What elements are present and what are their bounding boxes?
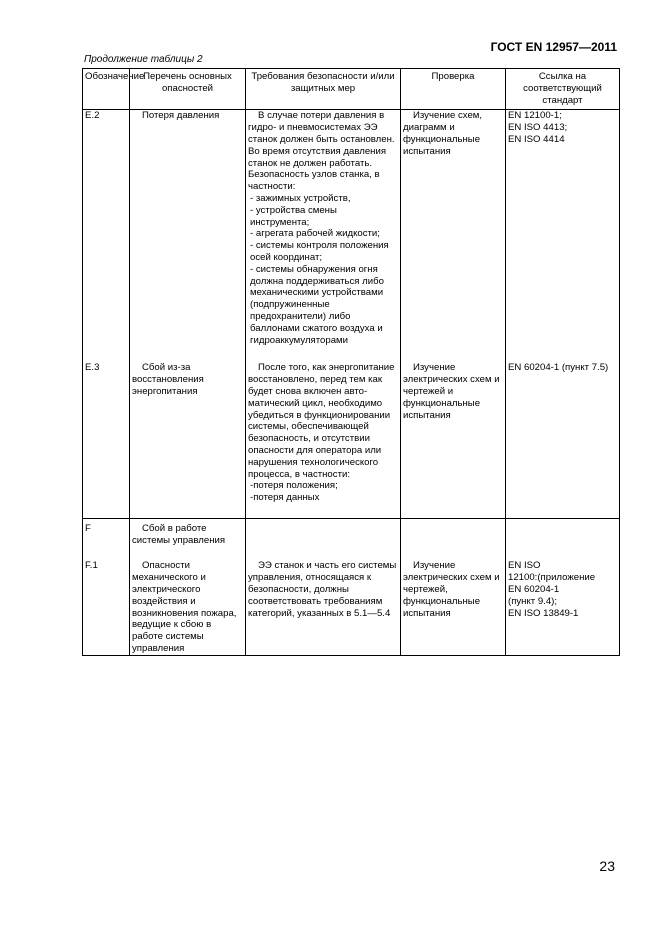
row-references bbox=[506, 110, 620, 346]
row-references bbox=[506, 346, 620, 518]
empty-cell bbox=[246, 518, 401, 560]
verification-text: Изучение электрических схем и чертежей, функциональные испытания bbox=[403, 560, 500, 619]
row-references bbox=[506, 560, 620, 655]
reference-item: 12100:(приложение bbox=[508, 572, 596, 584]
column-header-code: Обозначение bbox=[83, 69, 130, 110]
column-header-verification: Проверка bbox=[401, 69, 506, 110]
column-header-references: Ссылка на соответствующий стандарт bbox=[506, 69, 620, 110]
row-requirement bbox=[246, 560, 401, 655]
row-verification bbox=[401, 110, 506, 346]
row-requirement bbox=[246, 346, 401, 518]
table-row bbox=[83, 346, 620, 518]
row-hazard: Сбой из-за восстановления энергопитания bbox=[130, 346, 246, 518]
requirement-item: - зажимных устройств, bbox=[250, 192, 351, 204]
safety-requirements-table bbox=[82, 68, 620, 656]
row-hazard: Потеря давления bbox=[130, 110, 246, 346]
table-caption: Продолжение таблицы 2 bbox=[84, 54, 203, 65]
requirement-item: -потеря положения; bbox=[250, 480, 338, 492]
row-code: F bbox=[83, 518, 130, 560]
column-header-requirements: Требования безопасности и/или защитных мер bbox=[246, 69, 401, 110]
table-group-row bbox=[83, 518, 620, 560]
row-hazard: Сбой в работе системы управления bbox=[130, 518, 246, 560]
table-header-row bbox=[83, 69, 620, 110]
requirement-item: - системы обнаружения огня должна поддерживаться либо механическими устройствами (подпружиненные предохранители) либо баллонами сжатого воздуха и гидроаккумуляторами bbox=[250, 263, 384, 346]
row-code: F.1 bbox=[83, 560, 130, 655]
requirement-item: - агрегата рабочей жидкости; bbox=[250, 228, 380, 240]
reference-item: EN ISO 13849-1 bbox=[508, 607, 579, 619]
empty-cell bbox=[506, 518, 620, 560]
reference-item: EN ISO bbox=[508, 560, 541, 572]
requirement-list bbox=[248, 193, 398, 346]
requirement-list bbox=[248, 480, 398, 504]
requirement-intro: ЭЭ станок и часть его системы управления, относящаяся к безопасности, должны соответствовать требованиям категорий, указанных в 5.1—5.4 bbox=[248, 560, 397, 619]
document-code: ГОСТ EN 12957—2011 bbox=[490, 40, 617, 54]
reference-item: EN ISO 4414 bbox=[508, 133, 565, 145]
requirement-item: - системы контроля положения осей координат; bbox=[250, 240, 389, 263]
row-code: E.3 bbox=[83, 346, 130, 518]
table-row bbox=[83, 560, 620, 655]
row-verification bbox=[401, 346, 506, 518]
requirement-intro: В случае потери давления в гидро- и пневмосистемах ЭЭ станок должен быть остановлен. Во время отсутствия давления станок не должен работать. Безопасность узлов станка, в частности: bbox=[248, 110, 395, 193]
row-code: E.2 bbox=[83, 110, 130, 346]
reference-item: (пункт 9.4); bbox=[508, 595, 558, 607]
requirement-item: -потеря данных bbox=[250, 492, 320, 504]
requirement-intro: После того, как энергопитание восстановлено, перед тем как будет снова включен авто-матический цикл, необходимо убедиться в функционировании системы, обеспечивающей безопасность, и отсутствии опасности для оператора или нарушения технологического процесса, в частности: bbox=[248, 362, 395, 480]
row-hazard: Опасности механического и электрического воздействия и возникновения пожара, ведущие к сбою в работе системы управления bbox=[130, 560, 246, 655]
reference-item: EN 60204-1 bbox=[508, 584, 560, 596]
row-requirement bbox=[246, 110, 401, 346]
table-row bbox=[83, 110, 620, 346]
requirement-item: - устройства смены инструмента; bbox=[250, 204, 337, 228]
page-number: 23 bbox=[599, 858, 615, 874]
reference-item: EN 12100-1; bbox=[508, 110, 562, 122]
column-header-hazards: Перечень основных опасностей bbox=[130, 69, 246, 110]
verification-text: Изучение электрических схем и чертежей и функциональные испытания bbox=[403, 362, 500, 421]
reference-item: EN ISO 4413; bbox=[508, 122, 568, 134]
reference-item: EN 60204-1 (пункт 7.5) bbox=[508, 362, 609, 374]
empty-cell bbox=[401, 518, 506, 560]
row-verification bbox=[401, 560, 506, 655]
verification-text: Изучение схем, диаграмм и функциональные испытания bbox=[403, 110, 483, 157]
